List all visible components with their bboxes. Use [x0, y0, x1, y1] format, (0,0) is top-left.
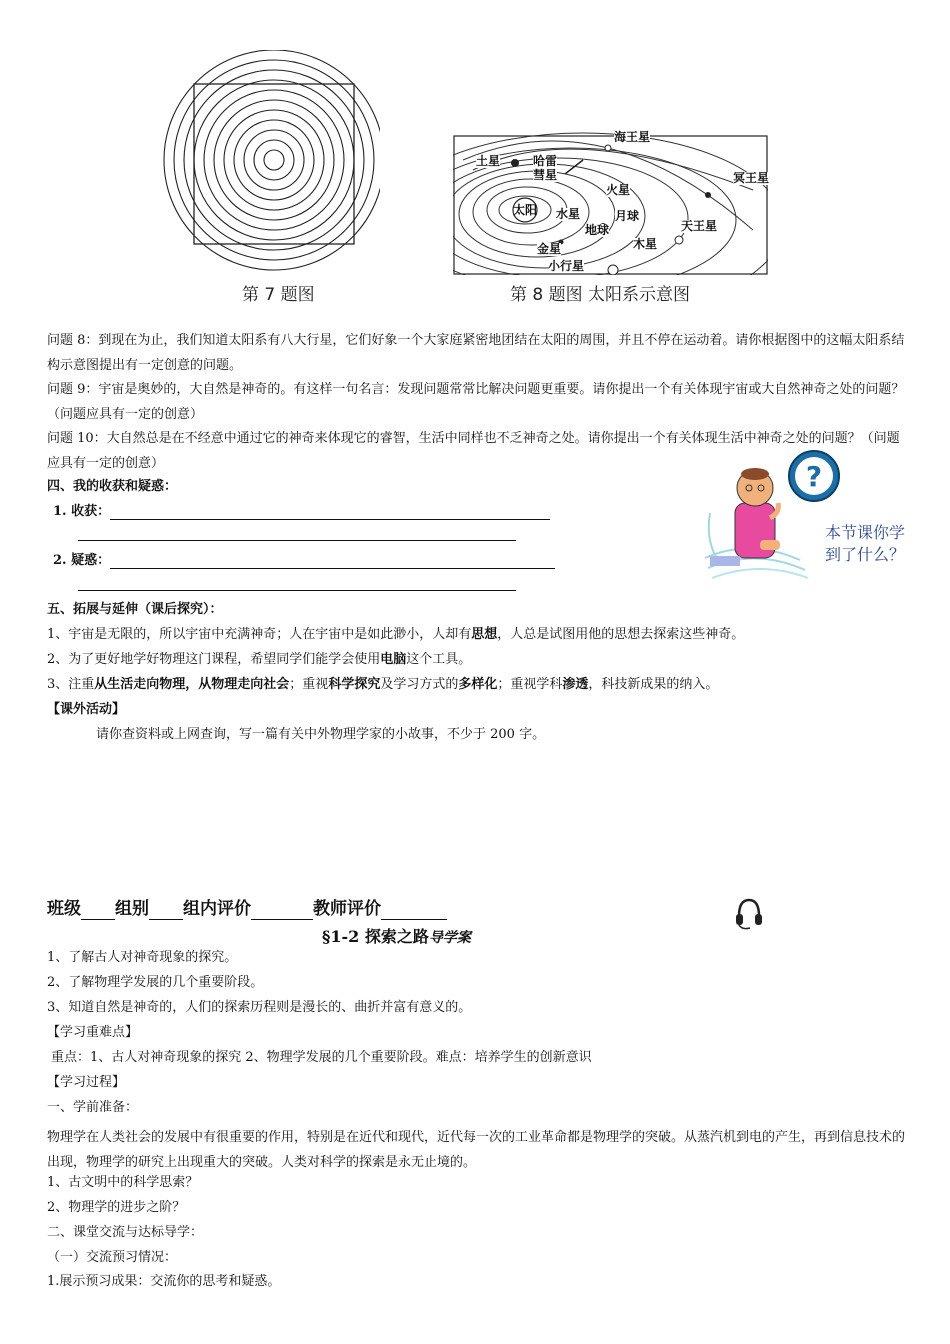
sub-heading: （一）交流预习情况： [47, 1250, 178, 1265]
emphasis: 渗透 [562, 677, 589, 692]
emphasis: 科学探究 [328, 677, 381, 692]
show-text: 1.展示预习成果：交流你的思考和疑惑。 [47, 1274, 281, 1289]
label-mercury: 水星 [556, 207, 581, 221]
doubt-row [53, 553, 555, 569]
concentric-circle [254, 140, 294, 180]
activity-heading: 【课外活动】 [47, 702, 126, 717]
teacher-eval-label: 教师评价 [313, 899, 381, 919]
label-moon: 月球 [615, 209, 640, 223]
figure-8-caption: 第 8 题图 太阳系示意图 [510, 285, 691, 305]
figure-7-concentric-circles [160, 50, 380, 275]
concentric-circle [264, 150, 284, 170]
doubt-answer-line[interactable] [110, 554, 555, 569]
text: ；重视学科 [497, 677, 563, 692]
group-eval-label: 组内评价 [183, 899, 251, 919]
lesson-title [322, 924, 471, 947]
extension-item-2 [47, 652, 471, 668]
text: ；重视 [289, 677, 329, 692]
question-8: 问题 8：到现在为止，我们知道太阳系有八大行星，它们好象一个大家庭紧密地团结在太阳的周围，并且不停在运动着。请你根据图中的这幅太阳系结构示意图提出有一定创意的问题。 [47, 333, 905, 373]
figure-7-caption: 第 7 题图 [242, 285, 315, 305]
concentric-circle [214, 100, 334, 220]
label-pluto: 冥王星 [733, 171, 770, 185]
group-blank[interactable] [149, 901, 183, 920]
text: 3、注重 [47, 677, 95, 692]
process-heading: 【学习过程】 [47, 1075, 126, 1090]
label-mars: 火星 [606, 183, 631, 197]
evaluation-header [47, 898, 447, 920]
figure-8-solar-system [453, 130, 768, 275]
prep-question-2: 2、物理学的进步之阶？ [47, 1200, 186, 1215]
label-comet: 彗星 [533, 168, 558, 182]
label-sun: 太阳 [513, 203, 538, 217]
prep-heading: 一、学前准备： [47, 1100, 139, 1115]
extension-item-3 [47, 677, 718, 693]
class-label: 班级 [47, 899, 81, 919]
text: 2、为了更好地学好物理这门课程，希望同学们能学会使用 [47, 652, 381, 667]
extension-item-1 [47, 627, 744, 643]
gain-answer-line-2[interactable] [78, 540, 516, 541]
concentric-circle [234, 120, 314, 200]
text: ，科技新成果的纳入。 [588, 677, 719, 692]
label-saturn: 土星 [476, 154, 501, 168]
question-10: 问题 10：大自然总是在不经意中通过它的神奇来体现它的睿智，生活中同样也不乏神奇之处。请你提出一个有关体现生活中神奇之处的问题？（问题应具有一定的创意） [47, 431, 900, 471]
goal-1: 1、了解古人对神奇现象的探究。 [47, 950, 238, 965]
teacher-eval-blank[interactable] [381, 901, 447, 920]
concentric-circle [194, 80, 354, 240]
question-9: 问题 9：宇宙是奥妙的，大自然是神奇的。有这样一句名言：发现问题常常比解决问题更重要。请你提出一个有关体现宇宙或大自然神奇之处的问题？（问题应具有一定的创意） [47, 382, 905, 422]
emphasis: 从生活走向物理，从物理走向社会 [94, 677, 290, 692]
harvest-heading: 四、我的收获和疑惑： [47, 479, 178, 494]
text: ，人总是试图用他的思想去探索这些神奇。 [497, 627, 745, 642]
lesson-title-suffix: 导学案 [428, 930, 471, 946]
gain-row [53, 504, 550, 520]
goal-3: 3、知道自然是神奇的，人们的探索历程则是漫长的、曲折并富有意义的。 [47, 1000, 472, 1015]
concentric-circle [224, 110, 324, 210]
extension-heading: 五、拓展与延伸（课后探究）： [47, 602, 223, 617]
activity-text: 请你查资料或上网查询，写一篇有关中外物理学家的小故事，不少于 200 字。 [96, 727, 546, 742]
lesson-title-main: §1-2 探索之路 [322, 927, 429, 946]
key-text: 重点：1、古人对神奇现象的探究 2、物理学发展的几个重要阶段。难点：培养学生的创新意识 [51, 1050, 592, 1065]
label-asteroid: 小行星 [548, 259, 585, 273]
concentric-circle [184, 70, 364, 250]
concentric-circle [204, 90, 344, 230]
headphones-icon [734, 896, 764, 932]
concentric-circle [244, 130, 304, 190]
label-venus: 金星 [537, 242, 562, 256]
doubt-answer-line-2[interactable] [78, 590, 516, 591]
goal-2: 2、了解物理学发展的几个重要阶段。 [47, 975, 264, 990]
question-mark: ? [805, 460, 823, 493]
concentric-circle [164, 50, 380, 270]
class-heading: 二、课堂交流与达标导学： [47, 1225, 204, 1240]
key-heading: 【学习重难点】 [47, 1025, 139, 1040]
doubt-label: 2. 疑惑： [53, 553, 111, 568]
label-earth: 地球 [585, 223, 610, 237]
class-blank[interactable] [81, 901, 115, 920]
prep-question-1: 1、古文明中的科学思索？ [47, 1175, 199, 1190]
text: 及学习方式的 [380, 677, 459, 692]
emphasis: 多样化 [458, 677, 498, 692]
label-jupiter: 木星 [633, 237, 658, 251]
emphasis: 电脑 [380, 652, 407, 667]
emphasis: 思想 [471, 627, 498, 642]
label-neptune: 海王星 [614, 130, 651, 144]
prep-text: 物理学在人类社会的发展中有很重要的作用，特别是在近代和现代，近代每一次的工业革命都是物理学的突破。从蒸汽机到电的产生，再到信息技术的出现，物理学的研究上出现重大的突破。人类对科学的探索是永无止境的。 [47, 1130, 906, 1170]
bubble-text: 本节课你学到了什么？ [825, 523, 906, 564]
gain-answer-line[interactable] [110, 505, 550, 520]
group-label: 组别 [115, 899, 149, 919]
question-bubble-icon [785, 449, 843, 504]
text: 1、宇宙是无限的，所以宇宙中充满神奇；人在宇宙中是如此渺小，人却有 [47, 627, 472, 642]
text: 这个工具。 [406, 652, 472, 667]
gain-label: 1. 收获： [53, 504, 111, 519]
label-halley: 哈雷 [533, 154, 558, 168]
label-uranus: 天王星 [681, 219, 718, 233]
group-eval-blank[interactable] [251, 901, 313, 920]
